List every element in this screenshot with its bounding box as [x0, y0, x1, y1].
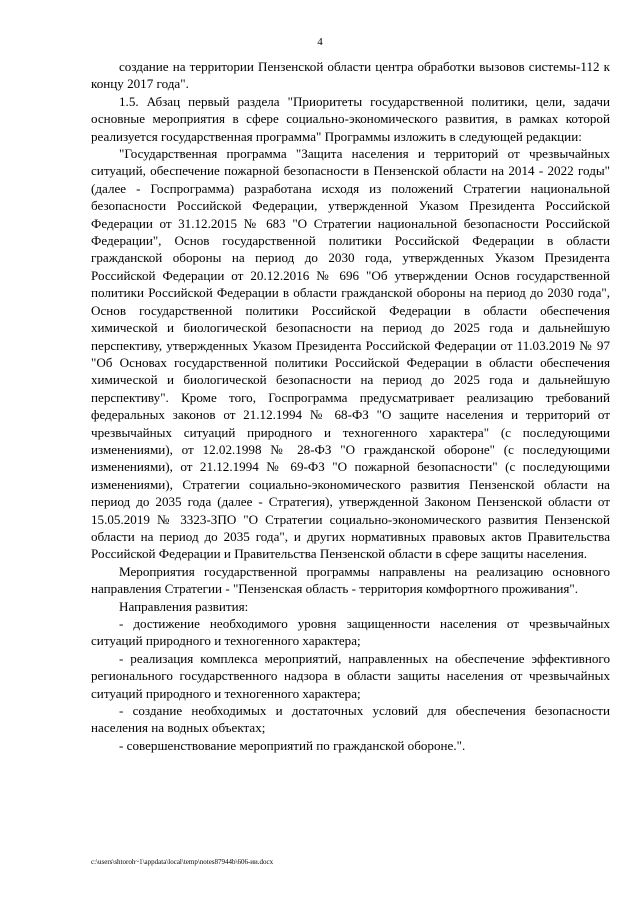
- document-body: [91, 58, 610, 754]
- list-item: - реализация комплекса мероприятий, направленных на обеспечение эффективного регионального государственного надзора в области защиты населения от чрезвычайных ситуаций природного и техногенного характера;: [91, 650, 610, 701]
- paragraph: Направления развития:: [119, 598, 249, 614]
- file-path-footer: c:\users\shtoroh~1\appdata\local\temp\notes87944b\606-ии.docx: [91, 858, 274, 866]
- paragraph: Мероприятия государственной программы направлены на реализацию основного направления Стратегии - "Пензенская область - территория комфортного проживания".: [91, 563, 610, 597]
- paragraph: 1.5. Абзац первый раздела "Приоритеты государственной политики, цели, задачи основные мероприятия в сфере социально-экономического развития, в рамках которой реализуется государственная программа" Программы изложить в следующей редакции:: [91, 93, 610, 144]
- page-number: 4: [317, 36, 323, 48]
- list-item: - достижение необходимого уровня защищенности населения от чрезвычайных ситуаций природного и техногенного характера;: [91, 616, 610, 649]
- list-item: - совершенствование мероприятий по гражданской обороне.".: [119, 737, 466, 753]
- paragraph: создание на территории Пензенской области центра обработки вызовов системы-112 к концу 2017 года".: [91, 59, 610, 92]
- list-item: - создание необходимых и достаточных условий для обеспечения безопасности населения на водных объектах;: [91, 703, 610, 736]
- paragraph: "Государственная программа "Защита населения и территорий от чрезвычайных ситуаций, обеспечение пожарной безопасности в Пензенской области на 2014 - 2022 годы" (далее - Госпрограмма) разработана исходя из положений Стратегии национальной безопасности Российской Федерации, утвержденной Указом Президента Российской Федерации от 31.12.2015 № 683 "О Стратегии национальной безопасности Российской Федерации", Основ государственной политики Российской Федерации в области гражданской обороны на период до 2030 года, утвержденных Указом Президента Российской Федерации от 20.12.2016 № 696 "Об утверждении Основ государственной политики Российской Федерации в области гражданской обороны на период до 2030 года", Основ государственной политики Российской Федерации в области обеспечения химической и биологической безопасности на период до 2025 года и дальнейшую перспективу, утвержденных Указом Президента Российской Федерации от 11.03.2019 № 97 "Об Основах государственной политики Российской Федерации в области обеспечения химической и биологической безопасности на период до 2025 года и дальнейшую перспективу". Кроме того, Госпрограмма предусматривает реализацию требований федеральных законов от 21.12.1994 № 68-ФЗ "О защите населения и территорий от чрезвычайных ситуаций природного и техногенного характера" (с последующими изменениями), от 12.02.1998 № 28-ФЗ "О гражданской обороне" (с последующими изменениями), от 21.12.1994 № 69-ФЗ "О пожарной безопасности" (с последующими изменениями), Стратегии социально-экономического развития Пензенской области на период до 2035 года (далее - Стратегия), утвержденной Законом Пензенской области от 15.05.2019 № 3323-ЗПО "О Стратегии социально-экономического развития Пензенской области на период до 2035 года", и других нормативных правовых актов Правительства Российской Федерации и Правительства Пензенской области в сфере защиты населения.: [91, 146, 610, 562]
